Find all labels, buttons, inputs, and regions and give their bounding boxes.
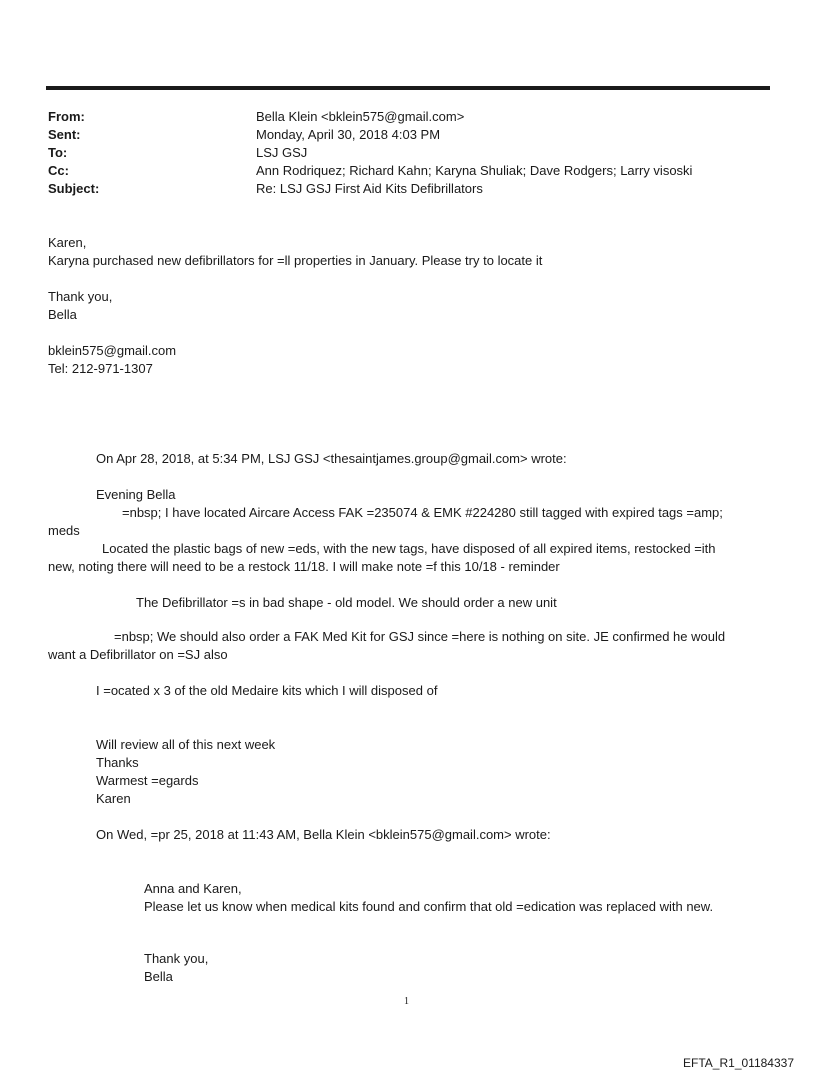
quote2-signature: Bella	[144, 969, 173, 984]
body-thanks: Thank you,	[48, 289, 113, 304]
subject-label: Subject:	[48, 181, 100, 196]
quote1-paragraph-line: Located the plastic bags of new =eds, with the new tags, have disposed of all expired items, restocked =ith	[102, 541, 716, 556]
quote1-intro: On Apr 28, 2018, at 5:34 PM, LSJ GSJ <thesaintjames.group@gmail.com> wrote:	[96, 451, 567, 466]
body-greeting: Karen,	[48, 235, 87, 250]
to-value: LSJ GSJ	[256, 145, 308, 160]
signature-tel: Tel: 212-971-1307	[48, 361, 153, 376]
signature-email: bklein575@gmail.com	[48, 343, 177, 358]
quote1-paragraph-line: =nbsp; I have located Aircare Access FAK =235074 & EMK #224280 still tagged with expired tags =amp;	[122, 505, 723, 520]
quote1-paragraph-line: meds	[48, 523, 80, 538]
page-number: 1	[404, 996, 409, 1007]
header-rule	[46, 86, 770, 90]
quote2-line: Please let us know when medical kits found and confirm that old =edication was replaced with new.	[144, 899, 714, 914]
quote1-paragraph-line: new, noting there will need to be a restock 11/18. I will make note =f this 10/18 - reminder	[48, 559, 560, 574]
cc-label: Cc:	[48, 163, 69, 178]
quote1-signature: Karen	[96, 791, 131, 806]
sent-value: Monday, April 30, 2018 4:03 PM	[256, 127, 441, 142]
from-value: Bella Klein <bklein575@gmail.com>	[256, 109, 465, 124]
quote1-paragraph-line: Thanks	[96, 755, 139, 770]
subject-value: Re: LSJ GSJ First Aid Kits Defibrillators	[256, 181, 483, 196]
quote1-paragraph-line: The Defibrillator =s in bad shape - old model. We should order a new unit	[136, 595, 557, 610]
quote1-paragraph-line: want a Defibrillator on =SJ also	[48, 647, 228, 662]
quote2-thanks: Thank you,	[144, 951, 209, 966]
cc-value: Ann Rodriquez; Richard Kahn; Karyna Shuliak; Dave Rodgers; Larry visoski	[256, 163, 693, 178]
body-line: Karyna purchased new defibrillators for =ll properties in January. Please try to locate it	[48, 253, 543, 268]
quote1-paragraph-line: Will review all of this next week	[96, 737, 276, 752]
quote1-salutation: Evening Bella	[96, 487, 176, 502]
sent-label: Sent:	[48, 127, 81, 142]
from-label: From:	[48, 109, 85, 124]
body-signature-name: Bella	[48, 307, 77, 322]
quote1-paragraph-line: =nbsp; We should also order a FAK Med Kit for GSJ since =here is nothing on site. JE confirmed he would	[114, 629, 726, 644]
quote2-intro: On Wed, =pr 25, 2018 at 11:43 AM, Bella Klein <bklein575@gmail.com> wrote:	[96, 827, 551, 842]
quote2-greeting: Anna and Karen,	[144, 881, 242, 896]
document-id: EFTA_R1_01184337	[683, 1056, 794, 1070]
quote1-paragraph-line: I =ocated x 3 of the old Medaire kits which I will disposed of	[96, 683, 438, 698]
quote1-paragraph-line: Warmest =egards	[96, 773, 199, 788]
to-label: To:	[48, 145, 68, 160]
